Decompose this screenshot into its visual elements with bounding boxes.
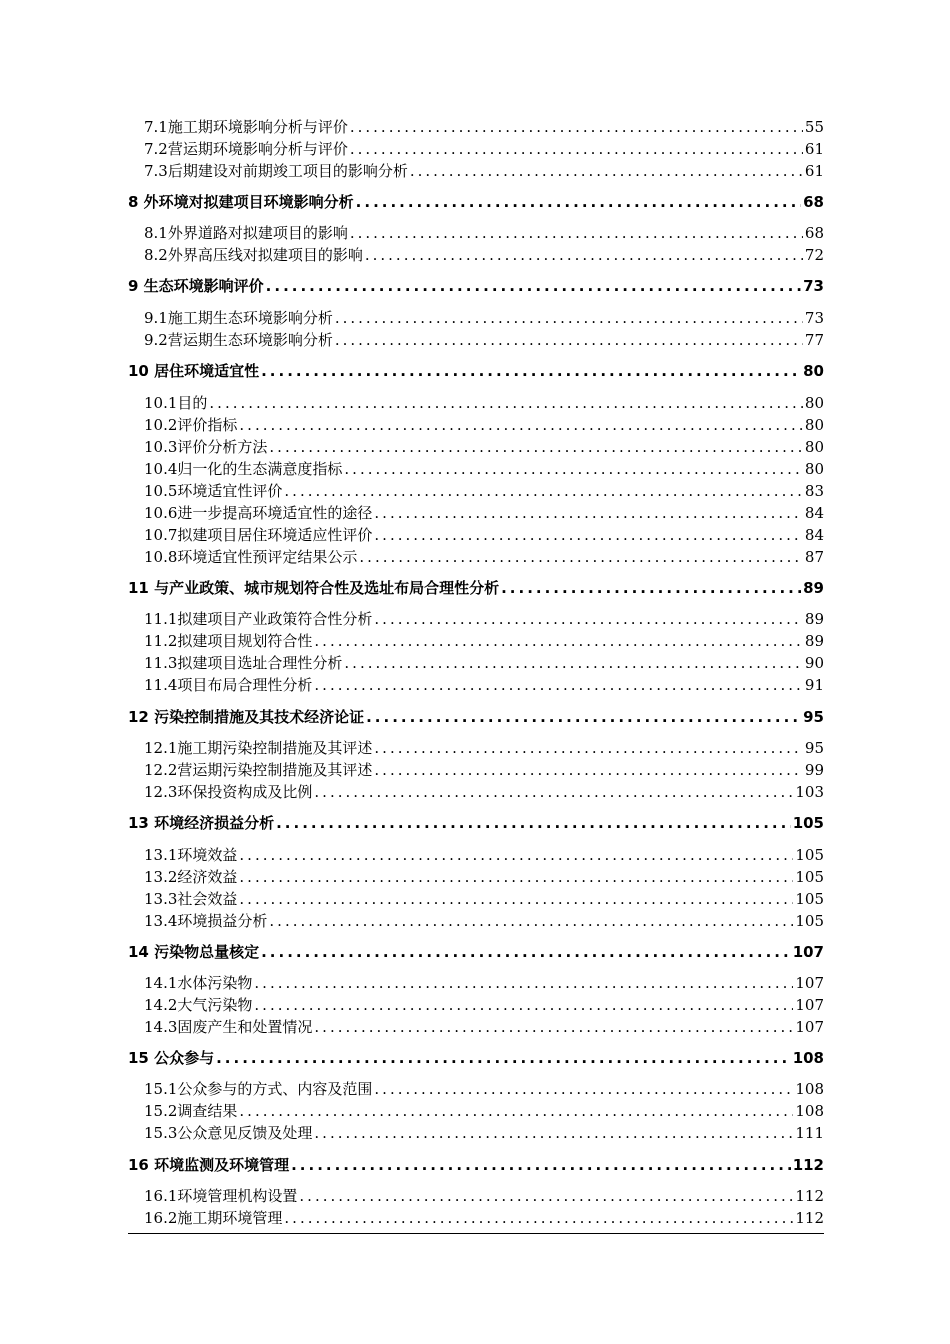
toc-entry-label: 14.2大气污染物	[144, 996, 253, 1014]
toc-leader-dots	[365, 246, 803, 264]
toc-entry-label: 16.2施工期环境管理	[144, 1209, 283, 1227]
toc-chapter	[128, 275, 824, 296]
toc-entry-page: 61	[804, 162, 824, 180]
toc-chapter	[128, 812, 824, 833]
toc-leader-dots	[350, 224, 803, 242]
toc-entry	[144, 392, 824, 413]
toc-entry-page: 89	[804, 632, 824, 650]
toc-entry-page: 112	[795, 1187, 824, 1205]
toc-entry-label: 15.1公众参与的方式、内容及范围	[144, 1080, 373, 1098]
toc-entry-label: 15.2调查结果	[144, 1102, 238, 1120]
toc-leader-dots	[335, 309, 803, 327]
toc-leader-dots	[239, 868, 793, 886]
toc-entry	[144, 160, 824, 181]
toc-chapter-label: 11 与产业政策、城市规划符合性及选址布局合理性分析	[128, 579, 500, 597]
toc-entry-label: 10.2评价指标	[144, 416, 238, 434]
toc-leader-dots	[374, 526, 803, 544]
toc-leader-dots	[254, 996, 793, 1014]
toc-entry-label: 9.1施工期生态环境影响分析	[144, 309, 333, 327]
toc-leader-dots	[410, 162, 803, 180]
toc-entry-label: 15.3公众意见反馈及处理	[144, 1124, 313, 1142]
toc-chapter-page: 73	[803, 277, 824, 295]
toc-entry-page: 105	[795, 912, 824, 930]
toc-leader-dots	[314, 783, 793, 801]
toc-entry-page: 108	[795, 1080, 824, 1098]
toc-leader-dots	[374, 739, 803, 757]
toc-leader-dots	[356, 193, 801, 211]
toc-chapter-label: 14 污染物总量核定	[128, 943, 260, 961]
toc-leader-dots	[314, 1018, 793, 1036]
toc-leader-dots	[299, 1187, 793, 1205]
toc-entry-page: 89	[804, 610, 824, 628]
toc-leader-dots	[269, 438, 803, 456]
toc-entry-label: 10.6进一步提高环境适宜性的途径	[144, 504, 373, 522]
toc-chapter-page: 108	[792, 1049, 824, 1067]
toc-entry-page: 107	[795, 974, 824, 992]
toc-entry-label: 11.1拟建项目产业政策符合性分析	[144, 610, 373, 628]
toc-chapter-page: 95	[803, 708, 824, 726]
toc-entry-label: 14.1水体污染物	[144, 974, 253, 992]
toc-entry	[144, 630, 824, 651]
toc-entry-label: 8.1外界道路对拟建项目的影响	[144, 224, 348, 242]
toc-leader-dots	[291, 1156, 791, 1174]
toc-entry-page: 84	[804, 526, 824, 544]
toc-entry	[144, 502, 824, 523]
toc-entry	[144, 222, 824, 243]
toc-entry	[144, 1122, 824, 1143]
toc-leader-dots	[374, 610, 803, 628]
toc-entry	[144, 674, 824, 695]
toc-entry-label: 11.4项目布局合理性分析	[144, 676, 313, 694]
toc-entry-label: 8.2外界高压线对拟建项目的影响	[144, 246, 363, 264]
toc-chapter-page: 80	[803, 362, 824, 380]
toc-chapter-label: 13 环境经济损益分析	[128, 814, 275, 832]
toc-entry-label: 9.2营运期生态环境影响分析	[144, 331, 333, 349]
toc-entry	[144, 307, 824, 328]
page-bottom-rule	[128, 1233, 824, 1234]
toc-leader-dots	[344, 654, 803, 672]
toc-entry-label: 11.3拟建项目选址合理性分析	[144, 654, 343, 672]
toc-entry-label: 13.3社会效益	[144, 890, 238, 908]
toc-entry-page: 80	[804, 438, 824, 456]
toc-chapter	[128, 941, 824, 962]
toc-entry-page: 105	[795, 846, 824, 864]
toc-leader-dots	[314, 676, 803, 694]
toc-leader-dots	[359, 548, 803, 566]
toc-entry	[144, 888, 824, 909]
toc-entry-page: 103	[795, 783, 824, 801]
toc-entry-page: 77	[804, 331, 824, 349]
toc-entry-page: 105	[795, 868, 824, 886]
toc-entry-page: 61	[804, 140, 824, 158]
toc-entry-page: 108	[795, 1102, 824, 1120]
toc-chapter-label: 9 生态环境影响评价	[128, 277, 264, 295]
toc-entry	[144, 972, 824, 993]
toc-entry-label: 7.2营运期环境影响分析与评价	[144, 140, 348, 158]
toc-leader-dots	[374, 761, 803, 779]
toc-leader-dots	[335, 331, 803, 349]
toc-chapter	[128, 1154, 824, 1175]
toc-entry	[144, 652, 824, 673]
toc-entry-page: 107	[795, 1018, 824, 1036]
toc-entry-page: 83	[804, 482, 824, 500]
toc-entry	[144, 329, 824, 350]
toc-entry	[144, 1207, 824, 1228]
toc-chapter	[128, 577, 824, 598]
toc-leader-dots	[284, 482, 803, 500]
toc-entry	[144, 138, 824, 159]
toc-chapter-page: 105	[792, 814, 824, 832]
toc-leader-dots	[261, 362, 801, 380]
toc-leader-dots	[239, 890, 793, 908]
toc-entry-page: 80	[804, 460, 824, 478]
toc-entry	[144, 458, 824, 479]
toc-entry	[144, 1078, 824, 1099]
toc-entry-page: 107	[795, 996, 824, 1014]
toc-entry-page: 112	[795, 1209, 824, 1227]
toc-chapter-label: 16 环境监测及环境管理	[128, 1156, 290, 1174]
toc-leader-dots	[284, 1209, 793, 1227]
toc-entry-label: 10.3评价分析方法	[144, 438, 268, 456]
toc-entry-label: 14.3固废产生和处置情况	[144, 1018, 313, 1036]
toc-entry-page: 72	[804, 246, 824, 264]
toc-entry	[144, 866, 824, 887]
toc-entry-label: 7.1施工期环境影响分析与评价	[144, 118, 348, 136]
toc-leader-dots	[261, 943, 791, 961]
toc-entry-label: 13.1环境效益	[144, 846, 238, 864]
toc-entry	[144, 244, 824, 265]
toc-entry	[144, 414, 824, 435]
toc-entry-label: 12.3环保投资构成及比例	[144, 783, 313, 801]
toc-entry	[144, 116, 824, 137]
toc-chapter	[128, 706, 824, 727]
toc-entry-page: 84	[804, 504, 824, 522]
toc-leader-dots	[314, 632, 803, 650]
toc-leader-dots	[366, 708, 801, 726]
toc-chapter-page: 68	[803, 193, 824, 211]
toc-entry-label: 13.4环境损益分析	[144, 912, 268, 930]
toc-entry	[144, 994, 824, 1015]
toc-leader-dots	[209, 394, 803, 412]
toc-entry-page: 105	[795, 890, 824, 908]
toc-entry-page: 99	[804, 761, 824, 779]
toc-entry-page: 95	[804, 739, 824, 757]
toc-chapter-label: 8 外环境对拟建项目环境影响分析	[128, 193, 354, 211]
toc-entry	[144, 436, 824, 457]
toc-leader-dots	[314, 1124, 793, 1142]
toc-chapter-page: 112	[792, 1156, 824, 1174]
toc-entry	[144, 1016, 824, 1037]
toc-chapter-page: 107	[792, 943, 824, 961]
toc-entry	[144, 1185, 824, 1206]
toc-leader-dots	[239, 846, 793, 864]
toc-leader-dots	[350, 118, 803, 136]
toc-chapter-page: 89	[803, 579, 824, 597]
toc-entry-page: 55	[804, 118, 824, 136]
toc-entry-label: 11.2拟建项目规划符合性	[144, 632, 313, 650]
toc-entry	[144, 910, 824, 931]
toc-leader-dots	[276, 814, 791, 832]
toc-entry	[144, 480, 824, 501]
toc-entry	[144, 608, 824, 629]
toc-entry-page: 111	[795, 1124, 824, 1142]
toc-chapter	[128, 1047, 824, 1068]
toc-entry-label: 16.1环境管理机构设置	[144, 1187, 298, 1205]
toc-entry-label: 10.5环境适宜性评价	[144, 482, 283, 500]
toc-entry-label: 10.4归一化的生态满意度指标	[144, 460, 343, 478]
toc-entry-label: 10.1目的	[144, 394, 208, 412]
toc-leader-dots	[374, 504, 803, 522]
toc-leader-dots	[239, 1102, 793, 1120]
toc-entry-label: 12.1施工期污染控制措施及其评述	[144, 739, 373, 757]
toc-entry-label: 10.8环境适宜性预评定结果公示	[144, 548, 358, 566]
toc-entry-page: 80	[804, 416, 824, 434]
toc-entry	[144, 844, 824, 865]
toc-chapter-label: 10 居住环境适宜性	[128, 362, 260, 380]
toc-leader-dots	[266, 277, 801, 295]
toc-chapter-label: 15 公众参与	[128, 1049, 215, 1067]
toc-entry-label: 7.3后期建设对前期竣工项目的影响分析	[144, 162, 408, 180]
toc-entry-page: 87	[804, 548, 824, 566]
toc-entry-page: 68	[804, 224, 824, 242]
toc-entry-page: 73	[804, 309, 824, 327]
toc-entry	[144, 524, 824, 545]
toc-leader-dots	[239, 416, 803, 434]
toc-entry-label: 10.7拟建项目居住环境适应性评价	[144, 526, 373, 544]
toc-entry-label: 13.2经济效益	[144, 868, 238, 886]
toc-leader-dots	[344, 460, 803, 478]
toc-chapter	[128, 360, 824, 381]
toc-leader-dots	[374, 1080, 793, 1098]
toc-leader-dots	[254, 974, 793, 992]
toc-entry-page: 80	[804, 394, 824, 412]
toc-entry	[144, 781, 824, 802]
toc-entry-page: 90	[804, 654, 824, 672]
toc-chapter	[128, 191, 824, 212]
toc-entry	[144, 759, 824, 780]
toc-chapter-label: 12 污染控制措施及其技术经济论证	[128, 708, 365, 726]
toc-leader-dots	[216, 1049, 791, 1067]
toc-leader-dots	[350, 140, 803, 158]
toc-entry	[144, 546, 824, 567]
toc-entry	[144, 1100, 824, 1121]
toc-entry-page: 91	[804, 676, 824, 694]
toc-leader-dots	[269, 912, 793, 930]
toc-leader-dots	[501, 579, 801, 597]
toc-entry-label: 12.2营运期污染控制措施及其评述	[144, 761, 373, 779]
toc-entry	[144, 737, 824, 758]
